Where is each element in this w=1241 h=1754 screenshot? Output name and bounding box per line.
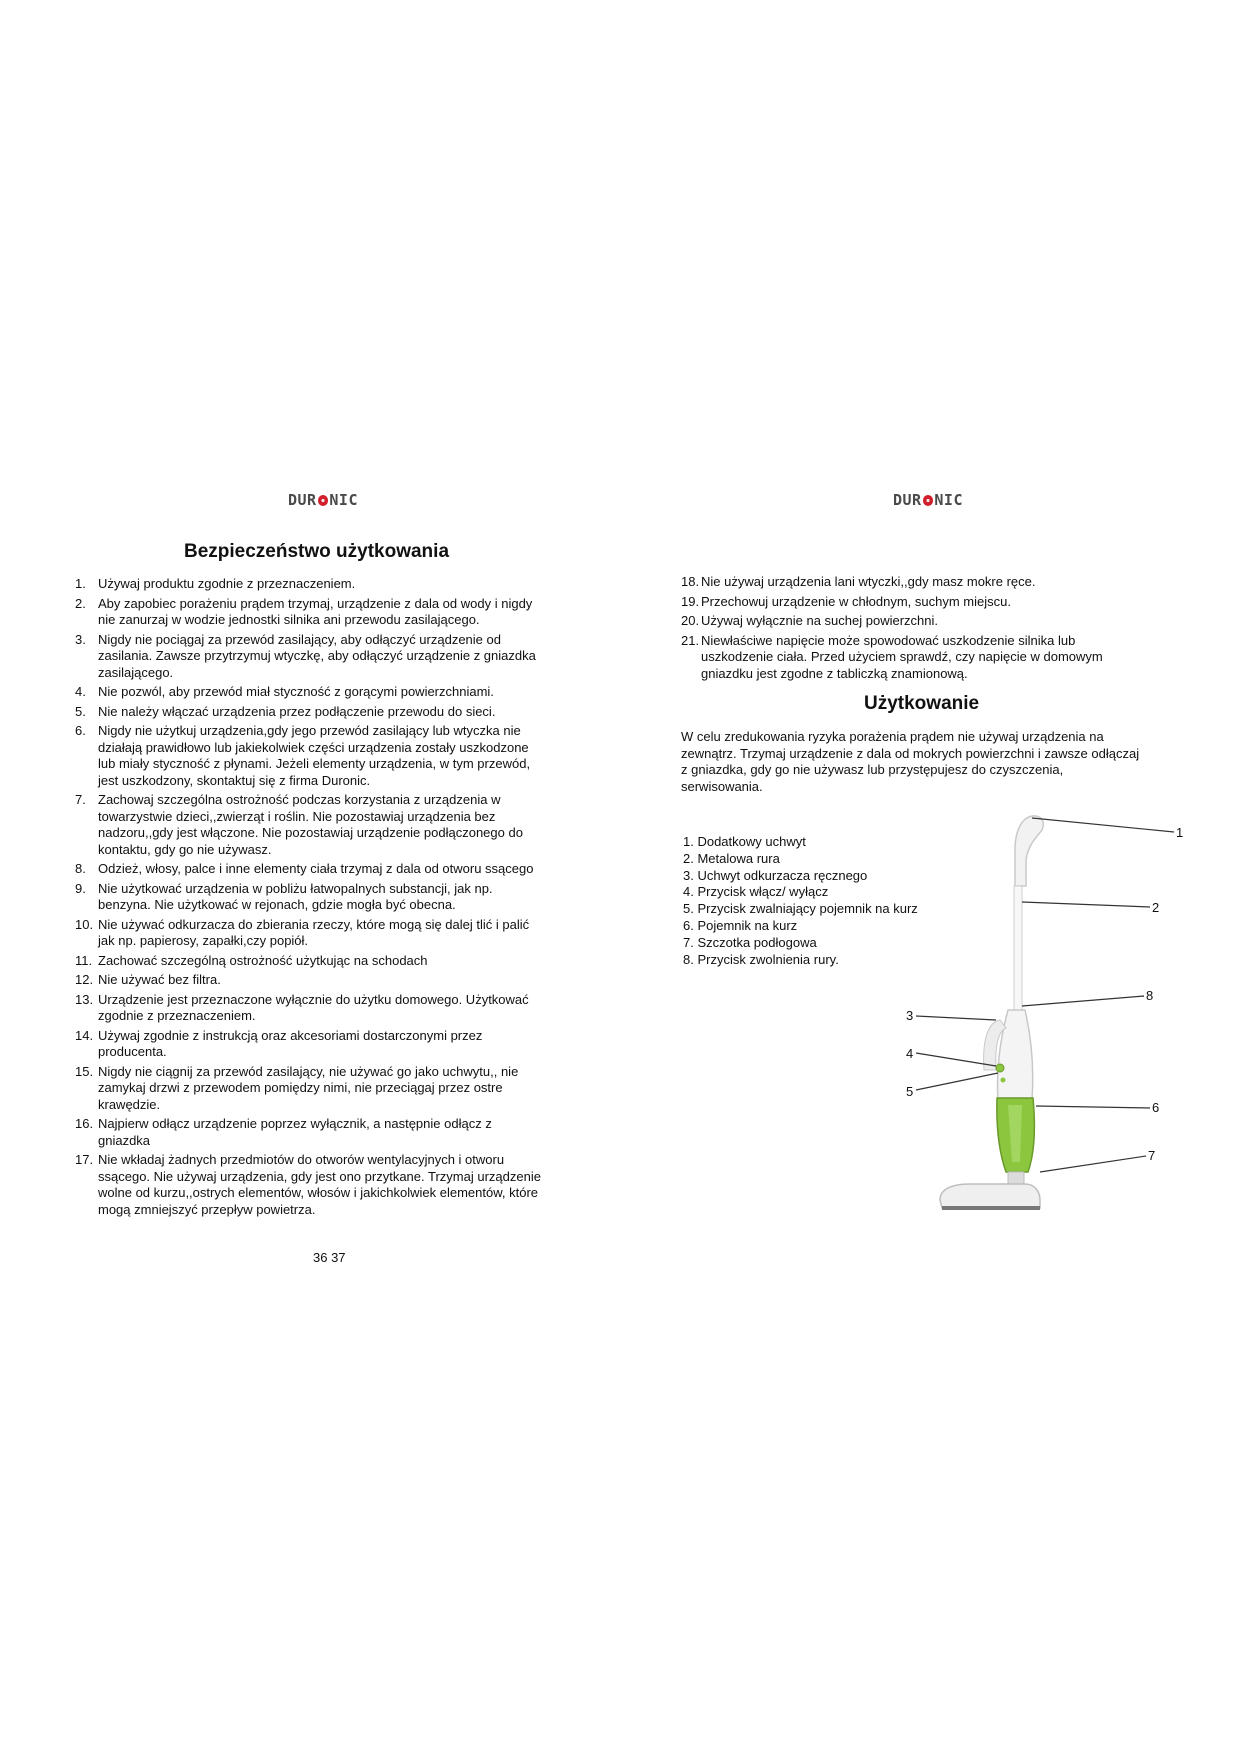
item-text: Nigdy nie użytkuj urządzenia,gdy jego przewód zasilający lub wtyczka nie działają prawidłowo lub jakiekolwiek części urządzenia zostały uszkodzone lub miały styczność z płynami. Jeżeli elementy urządzenia, w tym przewód, jest uszkodzony, skontaktuj się z firma Duronic. [98, 723, 531, 788]
safety-list-continued [681, 574, 1111, 685]
list-item [75, 723, 545, 789]
list-item [681, 633, 1111, 683]
logo-text-post: NIC [934, 491, 963, 509]
list-item [75, 881, 545, 914]
logo-text-pre: DUR [893, 491, 922, 509]
callout-number: 3 [906, 1008, 914, 1023]
item-number: 12. [75, 972, 94, 987]
item-text: Niewłaściwe napięcie może spowodować uszkodzenie silnika lub uszkodzenie ciała. Przed użyciem sprawdź, czy napięcie w domowym gniazdku jest zgodne z tabliczką znamionową. [701, 632, 1103, 681]
list-item [75, 576, 545, 593]
item-number: 13. [75, 991, 94, 1007]
item-number: 1. [75, 576, 86, 591]
item-number: 21. [681, 632, 700, 648]
item-text: Najpierw odłącz urządzenie poprzez wyłącznik, a następnie odłącz z gniazdka [98, 1116, 492, 1148]
callout-line-3 [916, 1016, 996, 1020]
item-text: Zachować szczególną ostrożność użytkując na schodach [98, 952, 428, 968]
logo-target-icon [923, 495, 934, 506]
part-item: 1. Dodatkowy uchwyt [683, 834, 806, 849]
item-number: 10. [75, 916, 94, 932]
list-item [75, 792, 545, 858]
callout-number: 7 [1148, 1148, 1156, 1163]
item-text: Nie należy włączać urządzenia przez podłączenie przewodu do sieci. [98, 703, 496, 719]
item-number: 18. [681, 574, 700, 589]
item-text: Odzież, włosy, palce i inne elementy ciała trzymaj z dala od otworu ssącego [98, 861, 534, 876]
item-number: 19. [681, 593, 700, 609]
logo-target-icon [318, 495, 329, 506]
item-text: Nie pozwól, aby przewód miał styczność z gorącymi powierzchniami. [98, 684, 494, 699]
floor-brush-shape [940, 1184, 1040, 1208]
part-item: 6. Pojemnik na kurz [683, 917, 798, 933]
part-item: 7. Szczotka podłogowa [683, 934, 817, 950]
callout-line-6 [1036, 1106, 1150, 1108]
part-item: 2. Metalowa rura [683, 850, 780, 866]
list-item [75, 953, 545, 970]
callout-number: 5 [906, 1084, 914, 1099]
vacuum-diagram [850, 800, 1184, 1220]
brand-logo-left [288, 490, 358, 510]
part-item: 4. Przycisk włącz/ wyłącz [683, 884, 829, 900]
metal-tube-shape [1014, 886, 1022, 1016]
usage-title: Użytkowanie [864, 693, 980, 714]
item-text: Używaj produktu zgodnie z przeznaczeniem. [98, 576, 356, 591]
callout-number: 1 [1176, 825, 1184, 840]
list-item [681, 613, 1111, 630]
list-item [75, 917, 545, 950]
item-number: 6. [75, 723, 86, 738]
page-numbers: 36 37 [313, 1250, 346, 1265]
callout-line-5 [916, 1073, 998, 1090]
item-number: 20. [681, 613, 700, 628]
item-number: 4. [75, 684, 86, 699]
list-item [75, 861, 545, 878]
list-item [681, 594, 1111, 611]
item-number: 2. [75, 595, 86, 611]
list-item [75, 1152, 545, 1218]
callout-number: 6 [1152, 1100, 1160, 1115]
list-item [75, 684, 545, 701]
item-text: Nie używać odkurzacza do zbierania rzeczy, które mogą się dalej tlić i palić jak np. papierosy, zapałki,czy popiół. [98, 916, 530, 948]
list-item [681, 574, 1111, 591]
item-text: Urządzenie jest przeznaczone wyłącznie do użytku domowego. Użytkować zgodnie z przeznaczeniem. [98, 991, 529, 1023]
list-item [75, 704, 545, 721]
item-text: Nie użytkować urządzenia w pobliżu łatwopalnych substancji, jak np. benzyna. Nie użytkować w rejonach, gdzie mogła być obecna. [98, 880, 493, 912]
callout-line-8 [1022, 996, 1144, 1006]
callout-line-7 [1040, 1156, 1146, 1172]
item-number: 15. [75, 1063, 94, 1079]
item-number: 11. [75, 952, 93, 968]
callout-line-2 [1022, 902, 1150, 907]
item-text: Zachowaj szczególna ostrożność podczas korzystania z urządzenia w towarzystwie dzieci,,zwierząt i roślin. Nie pozostawiaj urządzenia bez nadzoru,,gdy jest włączone. Nie pozostawiaj urządzenie podłączonego do kontaktu, gdy go nie używasz. [98, 792, 523, 857]
item-text: Przechowuj urządzenie w chłodnym, suchym miejscu. [701, 593, 1011, 609]
item-number: 14. [75, 1027, 94, 1043]
item-number: 17. [75, 1152, 94, 1167]
brand-logo-right [893, 490, 963, 510]
list-item [75, 992, 545, 1025]
item-text: Nigdy nie pociągaj za przewód zasilający, aby odłączyć urządzenie od zasilania. Zawsze przytrzymuj wtyczkę, aby odłączyć urządzenie z gniazdka zasilającego. [98, 631, 536, 680]
item-number: 5. [75, 703, 86, 719]
callout-number: 8 [1146, 988, 1154, 1003]
item-text: Nie używać bez filtra. [98, 972, 221, 987]
callout-line-1 [1032, 818, 1174, 832]
callout-number: 4 [906, 1046, 914, 1061]
power-button-shape [996, 1064, 1004, 1072]
logo-text-pre: DUR [288, 491, 317, 509]
item-text: Używaj wyłącznie na suchej powierzchni. [701, 613, 938, 628]
item-text: Nie wkładaj żadnych przedmiotów do otworów wentylacyjnych i otworu ssącego. Nie używaj urządzenia, gdy jest ono przytkane. Trzymaj urządzenie wolne od kurzu,,ostrych elementów, włosów i jakichkolwiek elementów, które mogą zmniejszyć przepływ powietrza. [98, 1152, 541, 1217]
item-text: Aby zapobiec porażeniu prądem trzymaj, urządzenie z dala od wody i nigdy nie zanurzaj w wodzie jednostki silnika ani przewodu zasilającego. [98, 595, 533, 627]
callout-number: 2 [1152, 900, 1160, 915]
item-text: Nigdy nie ciągnij za przewód zasilający, nie używać go jako uchwytu,, nie zamykaj drzwi z przewodem pomiędzy nimi, nie przeciągaj przez ostre krawędzie. [98, 1063, 519, 1112]
list-item [75, 1064, 545, 1114]
list-item [75, 632, 545, 682]
list-item [75, 972, 545, 989]
list-item [75, 1116, 545, 1149]
item-number: 7. [75, 792, 86, 807]
part-item: 8. Przycisk zwolnienia rury. [683, 951, 839, 967]
list-item [75, 1028, 545, 1061]
handle-shape [1015, 816, 1043, 886]
list-item [75, 596, 545, 629]
item-text: Używaj zgodnie z instrukcją oraz akcesoriami dostarczonymi przez producenta. [98, 1027, 483, 1059]
usage-intro: W celu zredukowania ryzyka porażenia prądem nie używaj urządzenia na zewnątrz. Trzymaj urządzenie z dala od mokrych powierzchni i zawsze odłączaj z gniazdka, gdy go nie używasz lub przystępujesz do czyszczenia, serwisowania. [681, 729, 1140, 794]
part-item: 5. Przycisk zwalniający pojemnik na kurz [683, 901, 918, 917]
logo-text-post: NIC [329, 491, 358, 509]
safety-list [75, 576, 545, 1221]
item-number: 3. [75, 631, 86, 647]
item-number: 8. [75, 861, 86, 876]
item-text: Nie używaj urządzenia lani wtyczki,,gdy masz mokre ręce. [701, 574, 1036, 589]
item-number: 9. [75, 880, 86, 896]
item-number: 16. [75, 1116, 94, 1131]
safety-title: Bezpieczeństwo użytkowania [184, 541, 450, 562]
part-item: 3. Uchwyt odkurzacza ręcznego [683, 867, 868, 883]
